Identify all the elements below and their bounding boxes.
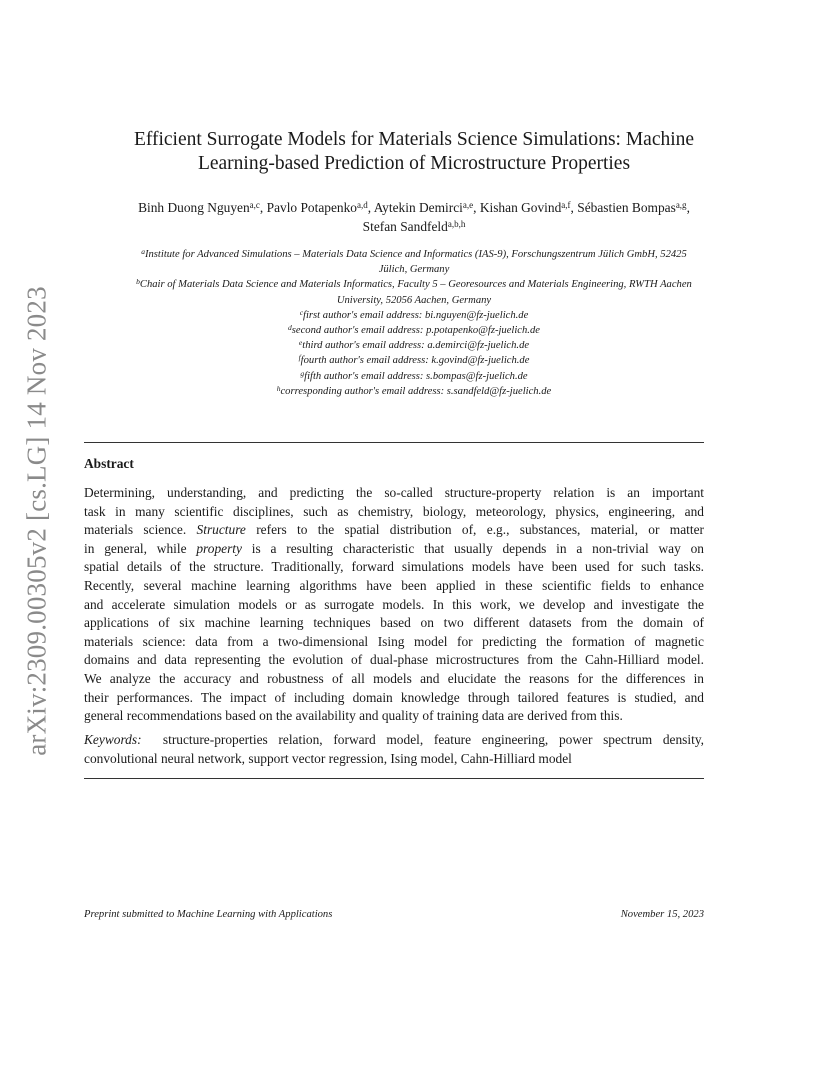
affiliation-marker: e [298,338,303,348]
author-line-1 [90,198,738,217]
paper-title-line-1: Efficient Surrogate Models for Materials Science Simulations: Machine [133,129,695,150]
affiliation-marker: c [299,307,304,317]
email-note [84,353,744,368]
affiliation-continuation: University, 52056 Aachen, Germany [336,294,492,306]
abstract-heading: Abstract [84,456,134,471]
keywords-line: convolutional neural network, support vector regression, Ising model, Cahn-Hilliard model [84,750,572,766]
arxiv-sidebar [18,283,56,759]
author-separator: , [686,200,690,215]
paper-title [90,128,738,176]
affiliation-item [84,247,744,262]
author-name: Aytekin Demirci [373,200,463,215]
author-name: Kishan Govind [479,200,562,215]
email-text: fifth author's email address: s.bompas@fz-juelich.de [304,370,528,382]
affiliation-list [84,247,744,399]
author-affiliation-marker: a,d [357,200,368,210]
author-name: Sébastien Bompas [577,200,676,215]
affiliation-marker: f [298,353,301,363]
paper-title-line-2: Learning-based Prediction of Microstructure Properties [197,153,631,174]
keywords-bottom-rule [84,778,704,779]
email-note [84,338,744,353]
author-affiliation-marker: a,g [675,200,687,210]
author-affiliation-marker: a,f [561,200,571,210]
affiliation-marker: b [136,277,140,287]
email-note [84,323,744,338]
email-note [84,384,744,399]
emphasis-property: property [196,540,242,556]
keywords-line [84,731,704,750]
email-text: corresponding author's email address: s.sandfeld@fz-juelich.de [280,385,552,397]
emphasis-structure: Structure [196,522,246,538]
preprint-date: November 15, 2023 [620,909,704,920]
abstract-text: materials science. [84,522,197,538]
email-note [84,308,744,323]
email-text: third author's email address: a.demirci@fz-juelich.de [302,340,530,352]
abstract-line: materials science: data from a two-dimensional Ising model for predicting the formation of magnetic [84,633,704,649]
abstract-body [84,484,704,726]
abstract-line: and accelerate simulation models or as surrogate models. In this work, we develop and investigate the [84,596,704,612]
abstract-line [84,540,704,559]
abstract-line: task in many scientific disciplines, such as chemistry, biology, meteorology, physics, engineering, and [84,503,704,519]
affiliation-text: Institute for Advanced Simulations – Materials Data Science and Informatics (IAS-9), Forschungszentrum Jülich GmbH, 52425 [144,249,687,260]
affiliation-marker: d [288,323,292,333]
affiliation-continuation: Jülich, Germany [378,264,450,276]
author-separator: , [367,200,374,215]
email-text: fourth author's email address: k.govind@fz-juelich.de [300,355,530,367]
author-affiliation-marker: a,e [462,200,474,210]
abstract-line: applications of six machine learning techniques based on two different datasets from the domain of [84,615,704,631]
email-text: second author's email address: p.potapenko@fz-juelich.de [291,325,540,337]
keywords-label: Keywords: [84,732,142,747]
abstract-line: Determining, understanding, and predicting the so-called structure-property relation is an important [84,485,704,500]
affiliation-item [84,277,744,292]
abstract-line: Recently, several machine learning algorithms have been applied in these scientific fields to enhance [84,577,704,593]
abstract-text: in general, while [84,540,197,556]
author-separator: , [473,200,480,215]
author-separator: , [259,200,267,215]
abstract-line: spatial details of the structure. Traditionally, forward simulations models have been used for such tasks. [84,559,704,575]
abstract-top-rule [84,442,704,443]
abstract-text: is a resulting characteristic that usually depends in a non-trivial way on [241,540,704,556]
author-name: Binh Duong Nguyen [138,200,250,215]
email-text: first author's email address: bi.nguyen@fz-juelich.de [303,309,529,321]
affiliation-text: Chair of Materials Data Science and Materials Informatics, Faculty 5 – Georesources and Materials Engineering, RWTH Aachen [139,279,692,291]
author-list [90,198,738,236]
abstract-line: domains and data representing the evolution of dual-phase microstructures from the Cahn-Hilliard model. [84,652,704,668]
affiliation-marker: g [300,368,305,378]
author-name: Stefan Sandfeld [362,219,448,234]
author-name: Pavlo Potapenko [266,200,358,215]
email-note [84,369,744,384]
author-affiliation-marker: a,b,h [447,219,466,229]
keywords [84,731,704,768]
affiliation-marker: h [276,383,281,393]
abstract-line: their performances. The impact of including domain knowledge through tailored features is studied, and [84,689,704,705]
author-affiliation-marker: a,c [249,200,260,210]
keywords-text: structure-properties relation, forward model, feature engineering, power spectrum density, [162,732,704,747]
abstract-line: We analyze the accuracy and robustness of all models and elucidate the reasons for the differences in [84,670,704,686]
preprint-note: Preprint submitted to Machine Learning with Applications [84,909,333,920]
author-separator: , [570,200,578,215]
arxiv-identifier: arXiv:2309.00305v2 [cs.LG] 14 Nov 2023 [21,286,52,756]
abstract-text: refers to the spatial distribution of, e.g., substances, material, or matter [245,522,704,538]
abstract-line [84,521,704,540]
author-line-2 [90,217,738,236]
abstract-line: general recommendations based on the availability and quality of training data are derived from this. [84,708,623,724]
affiliation-marker: a [141,247,145,256]
